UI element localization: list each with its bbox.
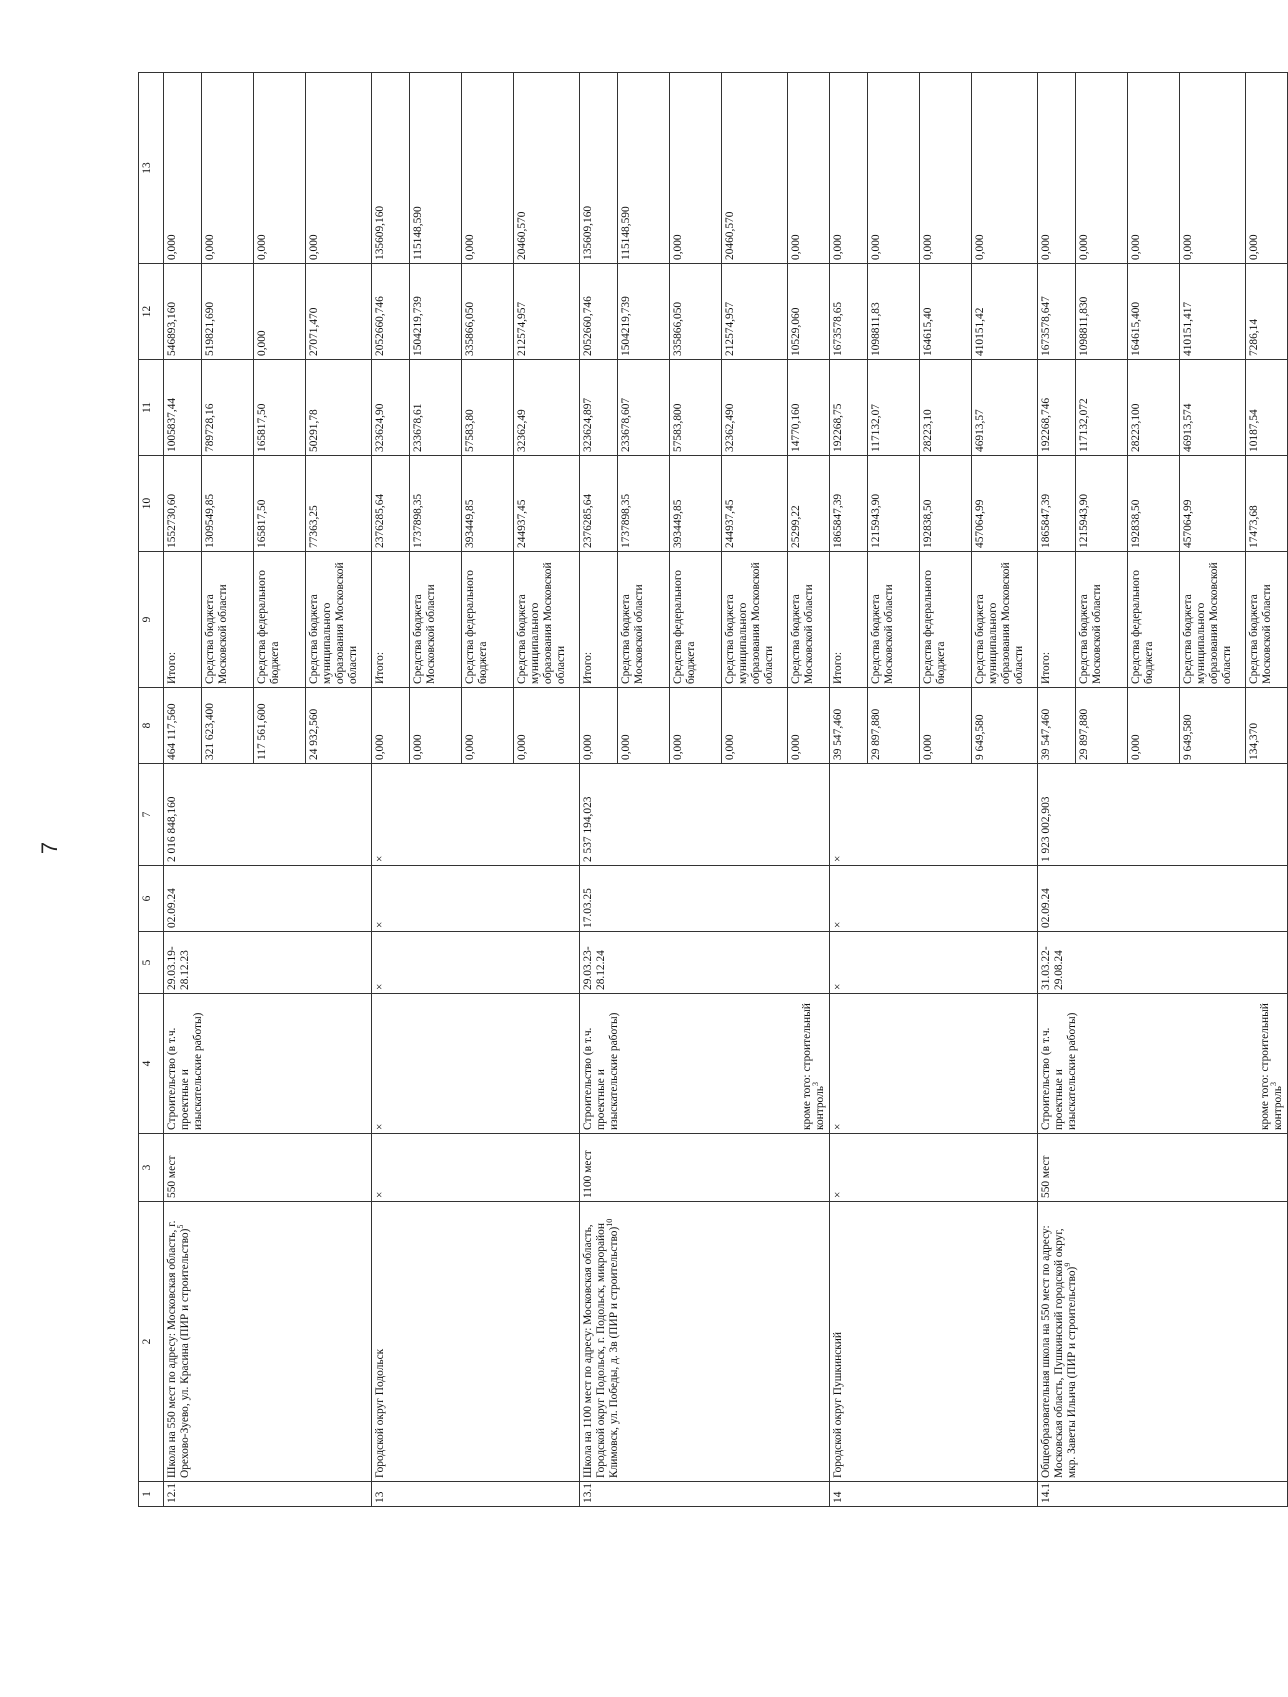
column-header: 7 [139, 764, 164, 866]
amount-cell: 1215943,90 [1076, 456, 1128, 552]
amount-cell: 0,000 [1076, 73, 1128, 264]
amount-cell: 212574,957 [514, 264, 580, 360]
amount-cell: 0,000 [920, 73, 972, 264]
amount-cell: 393449,85 [670, 456, 722, 552]
amount-cell: 233678,607 [618, 360, 670, 456]
cell-text: Общеобразовательная школа на 550 мест по адресу: Московская область, Пушкинский городской округ, мкр. Заветы Ильича (ПИР и строительство) [1040, 1225, 1078, 1478]
amount-cell: 1552730,60 [164, 456, 202, 552]
funding-source: Итого: [164, 552, 202, 688]
amount-cell: 0,000 [580, 688, 618, 764]
amount-cell: 335866,050 [670, 264, 722, 360]
amount-cell: 393449,85 [462, 456, 514, 552]
capacity-cell: × [372, 1134, 580, 1202]
amount-cell: 57583,800 [670, 360, 722, 456]
column-header: 2 [139, 1202, 164, 1482]
amount-cell: 233678,61 [410, 360, 462, 456]
funding-source: Средства бюджета муниципального образования Московской области [514, 552, 580, 688]
amount-cell: 135609,160 [580, 73, 618, 264]
table-row [830, 73, 868, 1507]
amount-cell: 1737898,35 [618, 456, 670, 552]
amount-cell: 212574,957 [722, 264, 788, 360]
amount-cell: 27071,470 [306, 264, 372, 360]
cost-cell: 2 537 194,023 [580, 764, 830, 866]
funding-source: Средства бюджета муниципального образования Московской области [722, 552, 788, 688]
amount-cell: 1309549,85 [202, 456, 254, 552]
amount-cell: 410151,417 [1180, 264, 1246, 360]
period-cell: × [830, 932, 1038, 994]
object-name: Городской округ Подольск [372, 1202, 580, 1482]
rotated-table-scan [138, 73, 1284, 1507]
deadline-cell: 02.09.24 [1038, 866, 1288, 932]
amount-cell: 77363,25 [306, 456, 372, 552]
amount-cell: 0,000 [920, 688, 972, 764]
amount-cell: 410151,42 [972, 264, 1038, 360]
amount-cell: 0,000 [1180, 73, 1246, 264]
amount-cell: 134,370 [1246, 688, 1288, 764]
financing-table [138, 72, 1288, 1507]
funding-source: Средства федерального бюджета [254, 552, 306, 688]
amount-cell: 0,000 [202, 73, 254, 264]
amount-cell: 789728,16 [202, 360, 254, 456]
table-body [139, 73, 1288, 1507]
column-header: 12 [139, 264, 164, 360]
row-number: 13 [372, 1482, 580, 1507]
funding-source: Средства бюджета муниципального образования Московской области [1180, 552, 1246, 688]
amount-cell: 10187,54 [1246, 360, 1288, 456]
capacity-cell: 550 мест [164, 1134, 372, 1202]
amount-cell: 32362,49 [514, 360, 580, 456]
column-header: 1 [139, 1482, 164, 1507]
footnote-mark: 5 [176, 1224, 186, 1229]
amount-cell: 14770,160 [788, 360, 830, 456]
amount-cell: 1215943,90 [868, 456, 920, 552]
column-header: 3 [139, 1134, 164, 1202]
column-header: 10 [139, 456, 164, 552]
amount-cell: 1504219,739 [410, 264, 462, 360]
amount-cell: 117132,07 [868, 360, 920, 456]
amount-cell: 9 649,580 [972, 688, 1038, 764]
period-cell: 29.03.19-28.12.23 [164, 932, 372, 994]
amount-cell: 0,000 [830, 73, 868, 264]
amount-cell: 25299,22 [788, 456, 830, 552]
column-header: 4 [139, 994, 164, 1134]
amount-cell: 135609,160 [372, 73, 410, 264]
amount-cell: 57583,80 [462, 360, 514, 456]
amount-cell: 17473,68 [1246, 456, 1288, 552]
funding-source: Средства федерального бюджета [670, 552, 722, 688]
cost-cell: 2 016 848,160 [164, 764, 372, 866]
amount-cell: 1737898,35 [410, 456, 462, 552]
funding-source: Средства бюджета Московской области [1076, 552, 1128, 688]
amount-cell: 1098811,830 [1076, 264, 1128, 360]
capacity-cell: × [830, 1134, 1038, 1202]
amount-cell: 0,000 [1246, 73, 1288, 264]
amount-cell: 321 623,400 [202, 688, 254, 764]
object-name [580, 1202, 830, 1482]
capacity-cell: 1100 мест [580, 1134, 830, 1202]
amount-cell: 1865847,39 [1038, 456, 1076, 552]
cost-cell: 1 923 002,903 [1038, 764, 1288, 866]
table-row [372, 73, 410, 1507]
funding-source: Средства бюджета муниципального образования Московской области [306, 552, 372, 688]
amount-cell: 0,000 [254, 73, 306, 264]
funding-source: Средства бюджета муниципального образования Московской области [972, 552, 1038, 688]
amount-cell: 1865847,39 [830, 456, 868, 552]
amount-cell: 10529,060 [788, 264, 830, 360]
funding-source: Средства бюджета Московской области [1246, 552, 1288, 688]
amount-cell: 165817,50 [254, 456, 306, 552]
amount-cell: 0,000 [1128, 73, 1180, 264]
object-name [164, 1202, 372, 1482]
amount-cell: 164615,400 [1128, 264, 1180, 360]
funding-source: Итого: [372, 552, 410, 688]
amount-cell: 457064,99 [1180, 456, 1246, 552]
amount-cell: 0,000 [462, 688, 514, 764]
funding-source: Средства бюджета Московской области [788, 552, 830, 688]
header-row [139, 73, 164, 1507]
amount-cell: 0,000 [372, 688, 410, 764]
amount-cell: 464 117,560 [164, 688, 202, 764]
amount-cell: 0,000 [722, 688, 788, 764]
amount-cell: 29 897,880 [1076, 688, 1128, 764]
amount-cell: 32362,490 [722, 360, 788, 456]
amount-cell: 1673578,65 [830, 264, 868, 360]
amount-cell: 323624,90 [372, 360, 410, 456]
column-header: 5 [139, 932, 164, 994]
footnote-mark: 10 [605, 1218, 615, 1227]
column-header: 8 [139, 688, 164, 764]
deadline-cell: 17.03.25 [580, 866, 830, 932]
construction-control-label [1246, 994, 1288, 1134]
object-name: Городской округ Пушкинский [830, 1202, 1038, 1482]
capacity-cell: 550 мест [1038, 1134, 1288, 1202]
funding-source: Средства бюджета Московской области [202, 552, 254, 688]
amount-cell: 192838,50 [920, 456, 972, 552]
amount-cell: 2376285,64 [580, 456, 618, 552]
amount-cell: 0,000 [618, 688, 670, 764]
amount-cell: 0,000 [670, 688, 722, 764]
work-type-cell: × [830, 994, 1038, 1134]
amount-cell: 117132,072 [1076, 360, 1128, 456]
footnote-mark: 3 [811, 1082, 821, 1087]
amount-cell: 28223,10 [920, 360, 972, 456]
amount-cell: 0,000 [788, 688, 830, 764]
amount-cell: 2052660,746 [372, 264, 410, 360]
column-header: 6 [139, 866, 164, 932]
amount-cell: 0,000 [410, 688, 462, 764]
amount-cell: 46913,57 [972, 360, 1038, 456]
funding-source: Итого: [1038, 552, 1076, 688]
amount-cell: 0,000 [1128, 688, 1180, 764]
work-type-cell: Строительство (в т.ч. проектные и изыскательские работы) [164, 994, 372, 1134]
amount-cell: 9 649,580 [1180, 688, 1246, 764]
deadline-cell: 02.09.24 [164, 866, 372, 932]
amount-cell: 117 561,600 [254, 688, 306, 764]
table-row [580, 73, 618, 1507]
table-row [164, 73, 202, 1507]
amount-cell: 244937,45 [514, 456, 580, 552]
amount-cell: 457064,99 [972, 456, 1038, 552]
row-number: 14 [830, 1482, 1038, 1507]
amount-cell: 20460,570 [722, 73, 788, 264]
cost-cell: × [372, 764, 580, 866]
funding-source: Средства федерального бюджета [1128, 552, 1180, 688]
footnote-mark: 3 [1269, 1082, 1279, 1087]
column-header: 13 [139, 73, 164, 264]
amount-cell: 0,000 [670, 73, 722, 264]
amount-cell: 0,000 [1038, 73, 1076, 264]
amount-cell: 0,000 [972, 73, 1038, 264]
amount-cell: 192268,75 [830, 360, 868, 456]
amount-cell: 192838,50 [1128, 456, 1180, 552]
object-name [1038, 1202, 1288, 1482]
work-type-cell: Строительство (в т.ч. проектные и изыскательские работы) [580, 994, 788, 1134]
amount-cell: 46913,574 [1180, 360, 1246, 456]
amount-cell: 29 897,880 [868, 688, 920, 764]
amount-cell: 39 547,460 [830, 688, 868, 764]
amount-cell: 546893,160 [164, 264, 202, 360]
amount-cell: 192268,746 [1038, 360, 1076, 456]
work-type-cell: Строительство (в т.ч. проектные и изыскательские работы) [1038, 994, 1246, 1134]
cell-text: Школа на 550 мест по адресу: Московская область, г. Орехово-Зуево, ул. Красина (ПИР и строительство) [166, 1220, 191, 1478]
amount-cell: 115148,590 [618, 73, 670, 264]
funding-source: Средства федерального бюджета [920, 552, 972, 688]
amount-cell: 1673578,647 [1038, 264, 1076, 360]
amount-cell: 0,000 [788, 73, 830, 264]
column-header: 11 [139, 360, 164, 456]
amount-cell: 244937,45 [722, 456, 788, 552]
amount-cell: 519821,690 [202, 264, 254, 360]
row-number: 12.1 [164, 1482, 372, 1507]
amount-cell: 164615,40 [920, 264, 972, 360]
cost-cell: × [830, 764, 1038, 866]
amount-cell: 2052660,746 [580, 264, 618, 360]
amount-cell: 50291,78 [306, 360, 372, 456]
amount-cell: 0,000 [514, 688, 580, 764]
funding-source: Итого: [580, 552, 618, 688]
amount-cell: 1504219,739 [618, 264, 670, 360]
amount-cell: 28223,100 [1128, 360, 1180, 456]
work-type-cell: × [372, 994, 580, 1134]
funding-source: Средства бюджета Московской области [618, 552, 670, 688]
construction-control-label [788, 994, 830, 1134]
cell-text: кроме того: строительный контроль [801, 1003, 826, 1130]
row-number: 13.1 [580, 1482, 830, 1507]
amount-cell: 0,000 [164, 73, 202, 264]
cell-text: кроме того: строительный контроль [1259, 1003, 1284, 1130]
amount-cell: 323624,897 [580, 360, 618, 456]
amount-cell: 0,000 [462, 73, 514, 264]
amount-cell: 0,000 [306, 73, 372, 264]
amount-cell: 1098811,83 [868, 264, 920, 360]
amount-cell: 0,000 [868, 73, 920, 264]
amount-cell: 165817,50 [254, 360, 306, 456]
amount-cell: 1005837,44 [164, 360, 202, 456]
page-number: 7 [37, 841, 62, 855]
period-cell: 29.03.23-28.12.24 [580, 932, 830, 994]
amount-cell: 115148,590 [410, 73, 462, 264]
amount-cell: 39 547,460 [1038, 688, 1076, 764]
table-row [1038, 73, 1076, 1507]
cell-text: Школа на 1100 мест по адресу: Московская область, Городской округ Подольск, г. Подольск, микрорайон Климовск, ул. Победы, д. 3в (ПИР и строительство) [582, 1223, 620, 1478]
footnote-mark: 9 [1063, 1262, 1073, 1267]
amount-cell: 20460,570 [514, 73, 580, 264]
funding-source: Средства бюджета Московской области [410, 552, 462, 688]
column-header: 9 [139, 552, 164, 688]
funding-source: Средства федерального бюджета [462, 552, 514, 688]
amount-cell: 335866,050 [462, 264, 514, 360]
row-number: 14.1 [1038, 1482, 1288, 1507]
amount-cell: 24 932,560 [306, 688, 372, 764]
deadline-cell: × [830, 866, 1038, 932]
period-cell: × [372, 932, 580, 994]
funding-source: Итого: [830, 552, 868, 688]
amount-cell: 0,000 [254, 264, 306, 360]
deadline-cell: × [372, 866, 580, 932]
amount-cell: 2376285,64 [372, 456, 410, 552]
period-cell: 31.03.22-29.08.24 [1038, 932, 1288, 994]
funding-source: Средства бюджета Московской области [868, 552, 920, 688]
amount-cell: 7286,14 [1246, 264, 1288, 360]
